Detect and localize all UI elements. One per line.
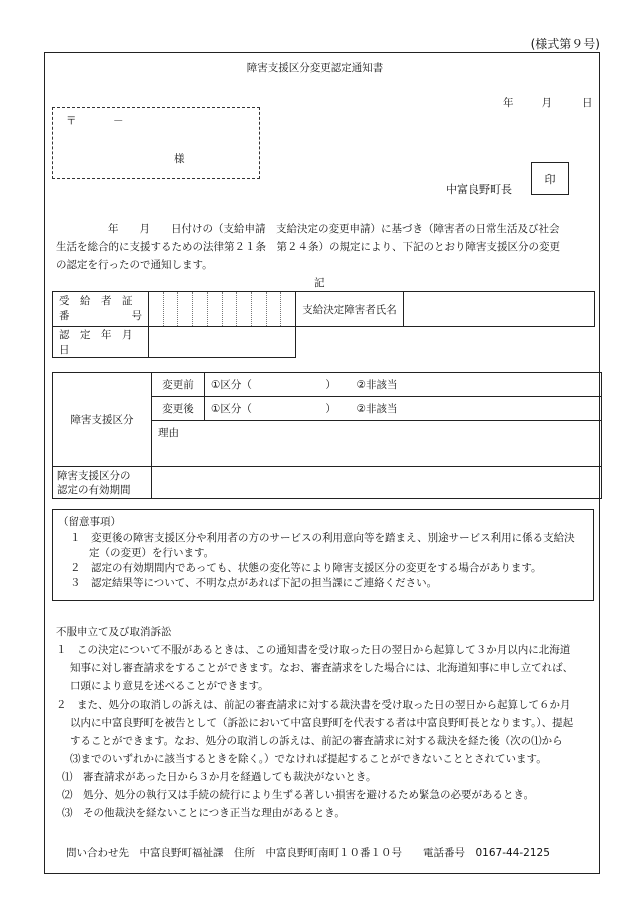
note-3: ３ 認定結果等について、不明な点があれば下記の担当課にご連絡ください。 [70,577,438,589]
appeal-item-2: ⑵ 処分、処分の執行又は手続の続行により生ずる著しい損害を避けるため緊急の必要があるとき。 [62,789,535,801]
body-line-1: 年 月 日付けの（支給申請 支給決定の変更申請）に基づき（障害者の日常生活及び社会 [108,223,560,235]
category-table [52,372,602,499]
category-label: 障害支援区分 [53,373,152,467]
cert-date-label: 認 定 年 月 日 [53,327,149,358]
recipient-no-label-a: 受 給 者 証 [59,295,133,307]
appeal-item-3: ⑶ その他裁決を経ないことにつき正当な理由があるとき。 [62,807,345,819]
issuer-name: 中富良野町長 [446,183,512,196]
after-label: 変更後 [152,397,205,421]
appeal-p2b: 以内に中富良野町を被告として（訴訟において中富良野町を代表する者は中富良野町長となります。）、提起 [70,717,574,729]
reason-field[interactable] [152,421,602,467]
before-options[interactable] [205,373,602,397]
ki-mark: 記 [314,277,325,289]
reason-label: 理由 [158,427,179,439]
cert-date-field[interactable] [149,327,296,358]
appeal-p1b: 知事に対し審査請求をすることができます。なお、審査請求をした場合には、北海道知事に申し立てれば、 [70,662,574,674]
validity-label-cell [53,467,152,499]
after-option-a[interactable]: ①区分（ ） [211,403,336,415]
appeal-p2d: ⑶までのいずれかに該当するときを除く。）でなければ提起することができないこととされています。 [70,753,547,765]
date-year: 年 [503,97,514,109]
appeal-p1a: １ この決定について不服があるときは、この通知書を受け取った日の翌日から起算して３か月以内に北海道 [56,644,571,656]
form-number: (様式第９号) [530,37,600,51]
honorific: 様 [174,153,185,165]
note-2: ２ 認定の有効期間内であっても、状態の変化等により障害支援区分の変更をする場合があります。 [70,562,542,574]
document-title: 障害支援区分変更認定通知書 [246,62,384,74]
seal-box [531,162,569,195]
note-1b: 定（の変更）を行います。 [89,547,215,559]
validity-label-1: 障害支援区分の [57,469,131,482]
date-day: 日 [582,97,593,109]
postal-dash: － [113,115,124,127]
after-options[interactable] [205,397,602,421]
recipient-no-label-cell [53,292,149,327]
postal-mark: 〒 [66,115,77,127]
validity-label-2: 認定の有効期間 [57,483,131,496]
validity-field[interactable] [152,467,602,499]
appeal-p2c: することができます。なお、処分の取消しの訴えは、前記の審査請求に対する裁決を経た後（次の⑴から [70,735,563,747]
appeal-item-1: ⑴ 審査請求があった日から３か月を経過しても裁決がないとき。 [62,771,377,783]
recipient-table [52,291,595,358]
before-label: 変更前 [152,373,205,397]
body-line-3: の認定を行ったので通知します。 [56,259,213,271]
recipient-name-label: 支給決定障害者氏名 [296,292,404,327]
before-option-b[interactable]: ②非該当 [356,379,398,391]
appeal-p2a: ２ また、処分の取消しの訴えは、前記の審査請求に対する裁決書を受け取った日の翌日から起算して６か月 [56,699,571,711]
address-box [52,107,260,179]
note-1a: １ 変更後の障害支援区分や利用者の方のサービスの利用意向等を踏まえ、別途サービス利用に係る支給決 [70,532,575,544]
seal-label: 印 [544,172,556,186]
before-option-a[interactable]: ①区分（ ） [211,379,336,391]
contact-line: 問い合わせ先 中富良野町福祉課 住所 中富良野町南町１０番１０号 電話番号 0167-44-2125 [66,847,550,859]
notes-heading: （留意事項） [58,516,121,528]
recipient-no-label-b2: 号 [131,310,142,322]
date-month: 月 [541,97,552,109]
appeal-p1c: 口頭により意見を述べることができます。 [70,680,269,692]
appeal-heading: 不服申立て及び取消訴訟 [56,626,172,638]
recipient-no-label-b1: 番 [59,310,70,322]
recipient-name-field[interactable] [404,292,595,327]
body-line-2: 生活を総合的に支援するための法律第２１条 第２４条）の規定により、下記のとおり障害支援区分の変更 [56,241,560,253]
after-option-b[interactable]: ②非該当 [356,403,398,415]
recipient-no-field[interactable] [149,292,296,327]
date-line [503,95,593,110]
